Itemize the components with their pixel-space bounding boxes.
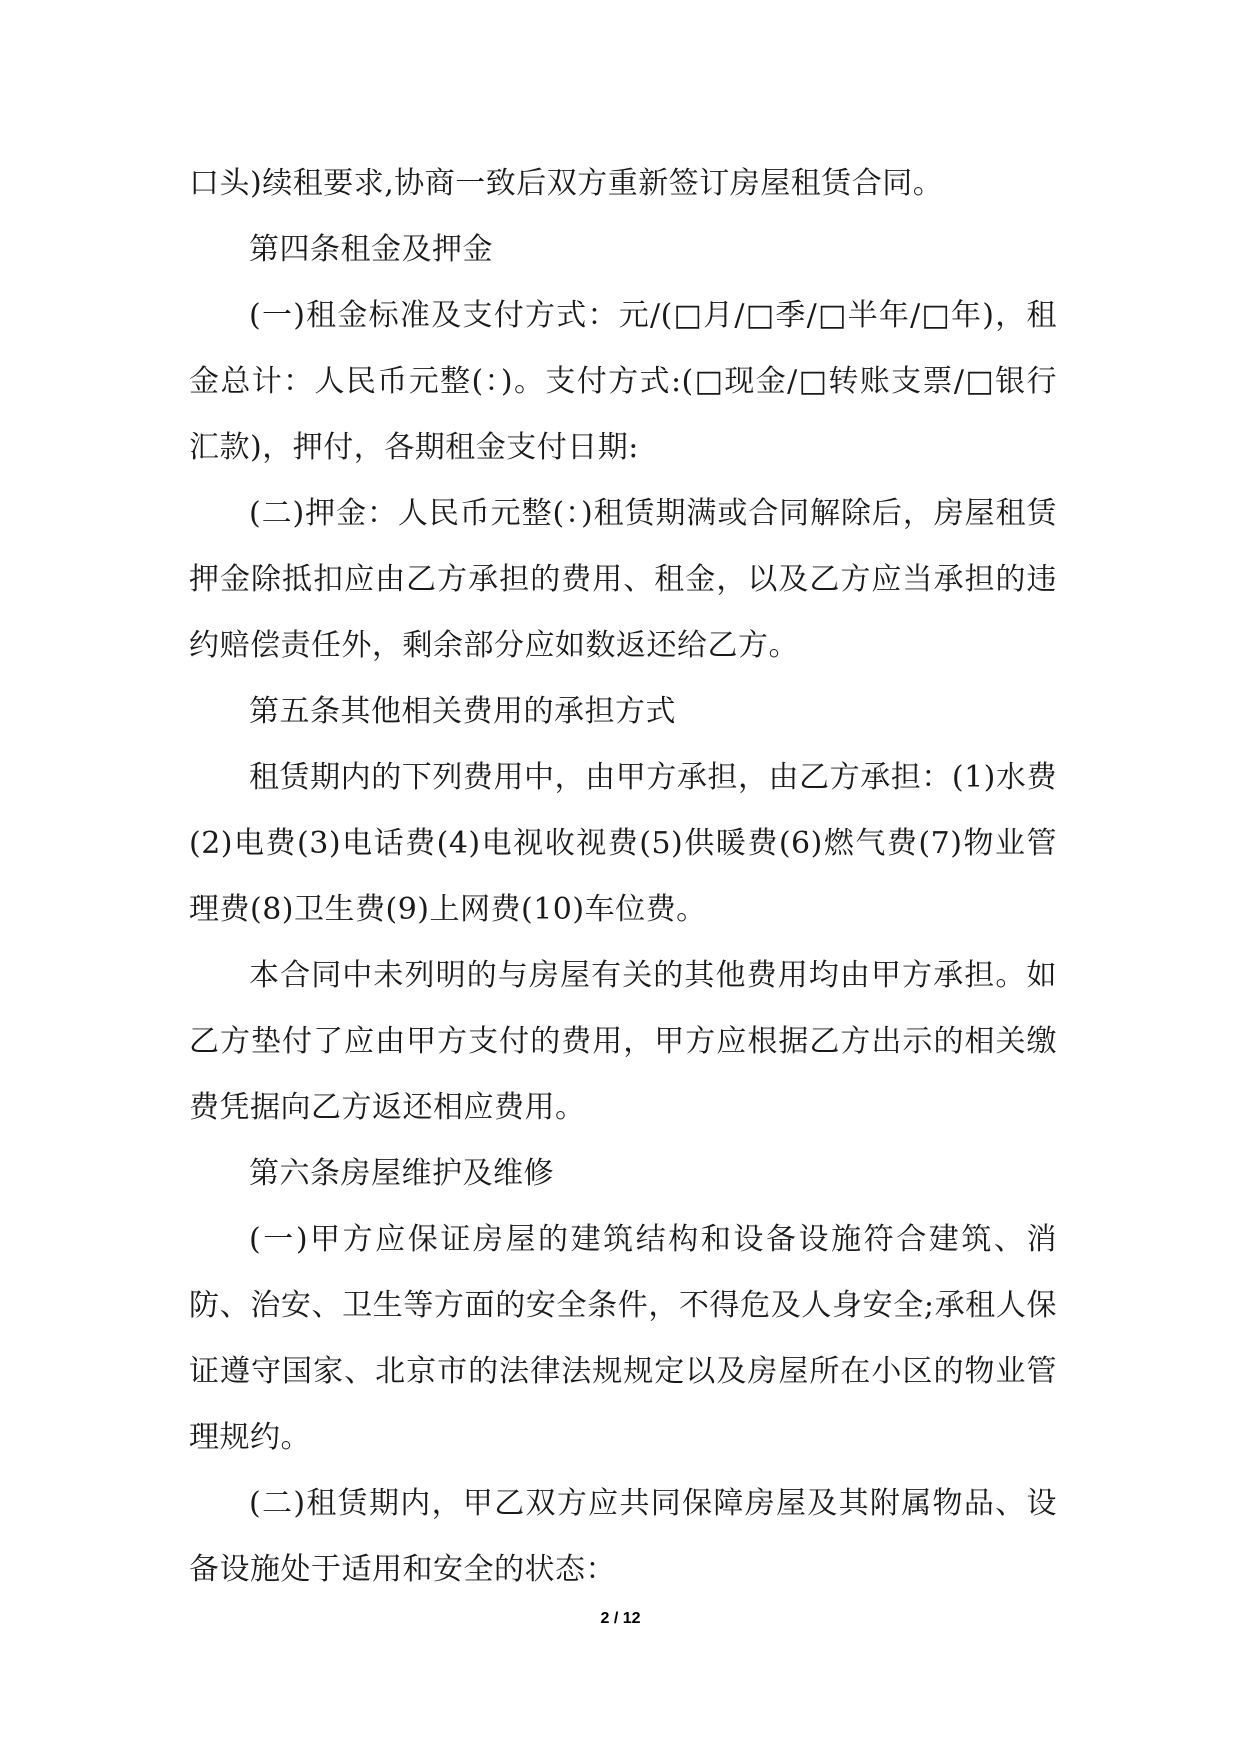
paragraph-continuation: 口头)续租要求,协商一致后双方重新签订房屋租赁合同。 [189,166,944,201]
rent-standard-paragraph: (一)租金标准及支付方式：元/(□月/□季/□半年/□年)，租金总计：人民币元整(：)。支付方式:(□现金/□转账支票/□银行汇款)，押付，各期租金支付日期: [189,298,1057,465]
deposit-paragraph: (二)押金：人民币元整(：)租赁期满或合同解除后，房屋租赁押金除抵扣应由乙方承担的费用、租金，以及乙方应当承担的违约赔偿责任外，剩余部分应如数返还给乙方。 [189,496,1057,663]
other-fees-paragraph: 本合同中未列明的与房屋有关的其他费用均由甲方承担。如乙方垫付了应由甲方支付的费用，甲方应根据乙方出示的相关缴费凭据向乙方返还相应费用。 [189,958,1057,1125]
fees-list-paragraph: 租赁期内的下列费用中，由甲方承担，由乙方承担：(1)水费(2)电费(3)电话费(4)电视收视费(5)供暖费(6)燃气费(7)物业管理费(8)卫生费(9)上网费(10)车位费。 [189,760,1057,927]
maintenance-paragraph: (二)租赁期内，甲乙双方应共同保障房屋及其附属物品、设备设施处于适用和安全的状态： [189,1486,1057,1587]
article-5-heading: 第五条其他相关费用的承担方式 [249,694,676,729]
page-number: 2 / 12 [600,1610,641,1627]
article-4-heading: 第四条租金及押金 [249,232,493,267]
safety-paragraph: (一)甲方应保证房屋的建筑结构和设备设施符合建筑、消防、治安、卫生等方面的安全条件，不得危及人身安全;承租人保证遵守国家、北京市的法律法规规定以及房屋所在小区的物业管理规约。 [189,1222,1057,1455]
document-body [189,151,1057,1603]
article-6-heading: 第六条房屋维护及维修 [249,1156,554,1191]
